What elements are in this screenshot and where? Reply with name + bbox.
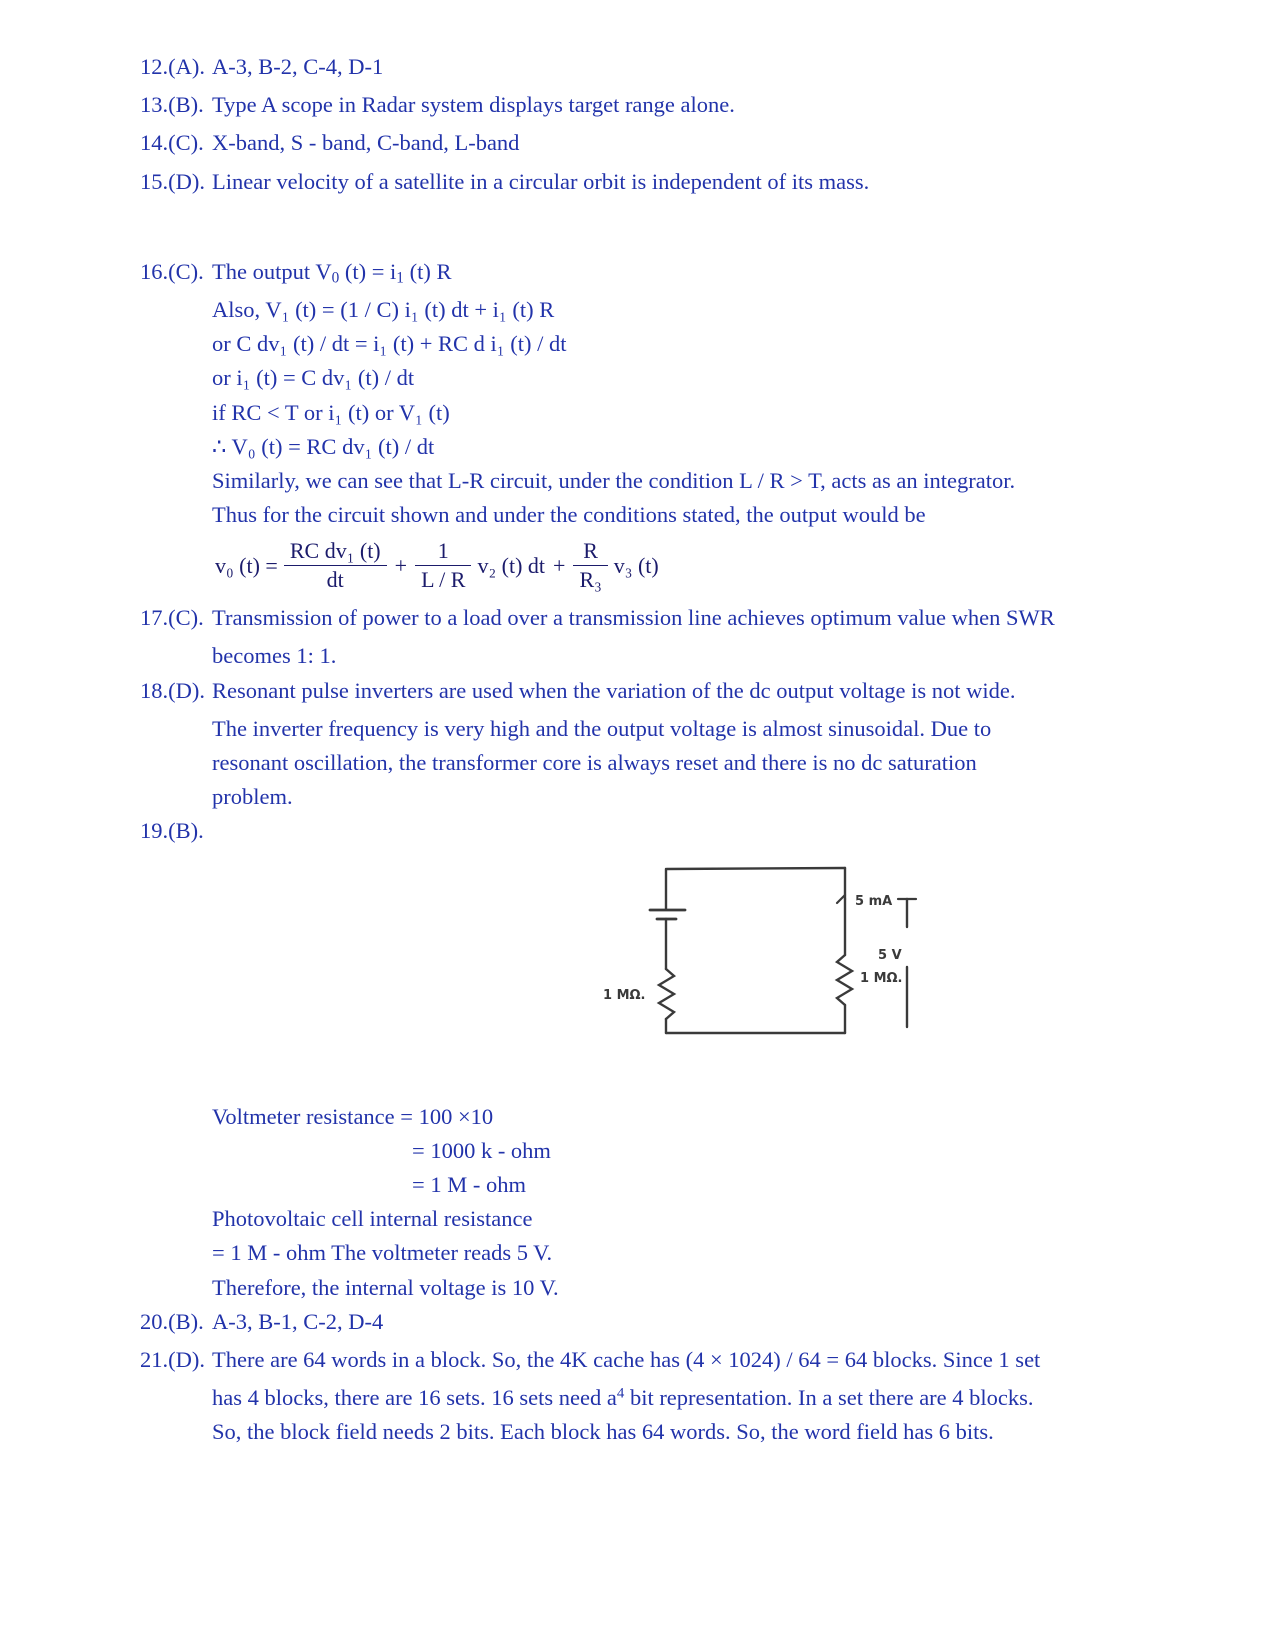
answer-label-13: 13.(B). xyxy=(140,92,204,118)
answer-item-19 xyxy=(140,814,1135,848)
answer-label-14: 14.(C). xyxy=(140,130,204,156)
answer-item-15 xyxy=(140,165,1135,199)
answer-label-18: 18.(D). xyxy=(140,677,205,703)
answer-text-14: X-band, S - band, C-band, L-band xyxy=(212,130,520,156)
answer-text-16-line6: ∴ V₀ (t) = RC dv₁ (t) / dt xyxy=(212,433,435,459)
equation-fraction-1-numerator: RC dv₁ (t) xyxy=(289,538,381,564)
answer-text-16-line8: Thus for the circuit shown and under the conditions stated, the output would be xyxy=(212,502,926,528)
equation-fraction-1-denominator: dt xyxy=(284,565,387,593)
equation-fraction-2-numerator: 1 xyxy=(437,538,449,564)
answer-text-21-line1: There are 64 words in a block. So, the 4K cache has (4 × 1024) / 64 = 64 blocks. Since 1 set xyxy=(212,1346,1041,1372)
answer-item-18 xyxy=(140,674,1135,708)
photovoltaic-resistance-line-1: Photovoltaic cell internal resistance xyxy=(212,1206,533,1232)
equation-term-3-tail: v₃ (t) xyxy=(613,552,659,578)
answer-text-15: Linear velocity of a satellite in a circular orbit is independent of its mass. xyxy=(212,168,870,194)
answer-text-18-line3: resonant oscillation, the transformer core is always reset and there is no dc saturation xyxy=(212,750,977,775)
output-voltage-equation xyxy=(140,538,1135,593)
answer-label-12: 12.(A). xyxy=(140,54,205,79)
circuit-diagram-container xyxy=(140,855,1135,1100)
resistor-left-zigzag xyxy=(659,969,674,1019)
voltmeter-resistance-line-1: Voltmeter resistance = 100 ×10 xyxy=(212,1103,494,1129)
answer-item-14 xyxy=(140,126,1135,160)
annotation-current-5ma: 5 mA xyxy=(855,893,893,909)
line16-pre: The output V xyxy=(212,258,332,284)
line16-mid: (t) = i xyxy=(339,258,397,284)
answer-text-16-line7: Similarly, we can see that L-R circuit, under the condition L / R > T, acts as an integrator. xyxy=(212,467,1016,493)
section-spacer xyxy=(140,203,1135,255)
line16-sub-0: 0 xyxy=(331,269,340,287)
voltmeter-resistance-line-2: = 1000 k - ohm xyxy=(412,1137,551,1163)
answer-text-16-line5: if RC < T or i₁ (t) or V₁ (t) xyxy=(212,399,450,425)
photovoltaic-resistance-line-2: = 1 M - ohm The voltmeter reads 5 V. xyxy=(212,1240,553,1266)
line21-post: bit representation. In a set there are 4 blocks. xyxy=(624,1385,1034,1411)
answer-text-16-line4: or i₁ (t) = C dv₁ (t) / dt xyxy=(212,365,415,391)
answer-text-21-line2 xyxy=(140,1381,1135,1415)
resistor-right-zigzag xyxy=(837,955,852,1005)
answer-text-16-line2: Also, V₁ (t) = (1 / C) i₁ (t) dt + i₁ (t) R xyxy=(212,296,555,322)
equation-lhs: v₀ (t) = xyxy=(215,552,278,578)
wire-top xyxy=(667,868,845,869)
answer-item-17 xyxy=(140,601,1135,635)
line16-sub-1: 1 xyxy=(396,269,404,287)
answer-label-15: 15.(D). xyxy=(140,168,205,194)
annotation-voltage-5v: 5 V xyxy=(878,947,902,963)
voltmeter-resistance-line-3: = 1 M - ohm xyxy=(412,1171,526,1197)
equation-fraction-3-numerator: R xyxy=(583,538,598,564)
answer-item-13 xyxy=(140,88,1135,122)
answer-label-21: 21.(D). xyxy=(140,1346,205,1372)
line21-pre: has 4 blocks, there are 16 sets. 16 sets need a xyxy=(212,1385,617,1411)
answer-text-21-line3: So, the block field needs 2 bits. Each block has 64 words. So, the word field has 6 bits. xyxy=(212,1419,994,1445)
answer-label-16: 16.(C). xyxy=(140,258,204,284)
answer-text-16-line3: or C dv₁ (t) / dt = i₁ (t) + RC d i₁ (t) / dt xyxy=(212,331,567,357)
answer-text-17-line1: Transmission of power to a load over a transmission line achieves optimum value when SWR xyxy=(212,605,1055,631)
answer-text-17-line2: becomes 1: 1. xyxy=(212,643,337,669)
answer-text-12: A-3, B-2, C-4, D-1 xyxy=(212,54,384,79)
equation-fraction-3-denominator: R₃ xyxy=(573,565,607,593)
photovoltaic-voltmeter-circuit-diagram xyxy=(603,847,945,1087)
answer-text-13: Type A scope in Radar system displays target range alone. xyxy=(212,92,735,118)
answer-text-16-line1 xyxy=(212,255,1135,289)
answer-text-20: A-3, B-1, C-2, D-4 xyxy=(212,1308,384,1334)
answer-label-17: 17.(C). xyxy=(140,605,204,631)
equation-fraction-1 xyxy=(284,538,387,593)
line21-superscript: 4 xyxy=(616,1385,625,1402)
answer-label-20: 20.(B). xyxy=(140,1308,204,1334)
answer-label-19: 19.(B). xyxy=(140,818,204,844)
equation-fraction-3 xyxy=(573,538,607,593)
answer-item-16 xyxy=(140,255,1135,289)
current-arrow-tick xyxy=(837,895,845,903)
equation-term-2-tail: v₂ (t) dt xyxy=(477,552,546,578)
equation-fraction-2 xyxy=(415,538,471,593)
answer-text-18-line1: Resonant pulse inverters are used when the variation of the dc output voltage is not wide. xyxy=(212,677,1016,703)
answer-text-18-line2: The inverter frequency is very high and the output voltage is almost sinusoidal. Due to xyxy=(212,715,992,741)
answer-item-20 xyxy=(140,1305,1135,1339)
line16-post: (t) R xyxy=(403,258,452,284)
annotation-right-resistor-1mohm: 1 MΩ. xyxy=(860,970,903,986)
equation-plus-2: + xyxy=(553,552,566,578)
internal-voltage-line: Therefore, the internal voltage is 10 V. xyxy=(212,1274,559,1300)
answer-text-18-line4: problem. xyxy=(212,784,293,810)
equation-plus-1: + xyxy=(394,552,408,578)
equation-fraction-2-denominator: L / R xyxy=(415,565,471,593)
answer-item-21 xyxy=(140,1343,1135,1377)
annotation-left-resistor-1mohm: 1 MΩ. xyxy=(603,987,646,1003)
answer-item-12 xyxy=(140,50,1135,84)
